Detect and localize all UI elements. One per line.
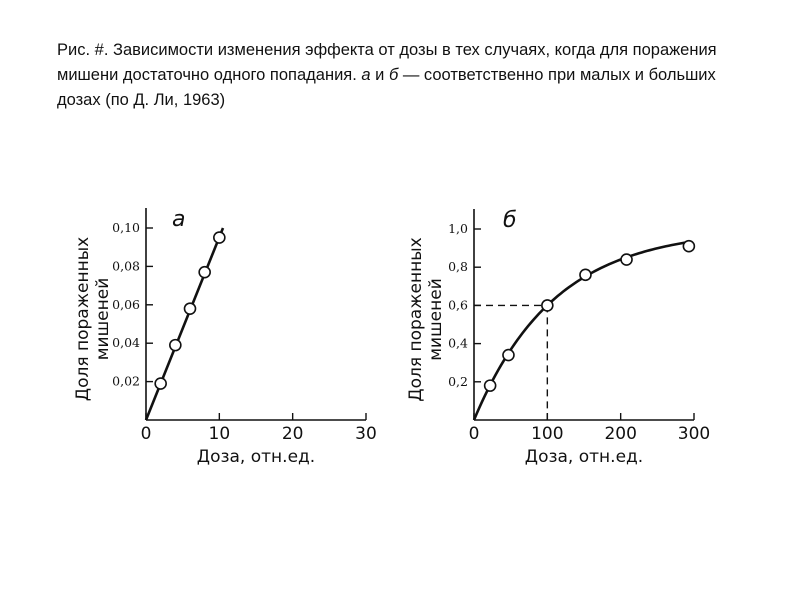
y-tick-label: 0,4 (448, 335, 468, 351)
x-tick-label: 30 (355, 424, 377, 444)
x-tick-label: 300 (677, 424, 711, 444)
chart-panel-b (406, 208, 710, 467)
caption-text: Рис. #. Зависимости изменения эффекта от дозы в тех случаях, когда для поражения мишени достаточно одного попадания. (57, 41, 717, 84)
x-axis-title: Доза, отн.ед. (524, 447, 644, 467)
y-axis-title-line2: мишеней (93, 277, 113, 361)
x-tick-label: 10 (208, 424, 231, 444)
dose-effect-curve (146, 228, 223, 420)
x-tick-label: 200 (604, 424, 637, 444)
data-point (580, 269, 591, 280)
y-tick-label: 0,8 (448, 259, 468, 275)
caption-letter-a: а (361, 66, 371, 84)
y-axis-title-line1: Доля пораженных (406, 237, 426, 402)
x-axis-title: Доза, отн.ед. (196, 447, 316, 467)
data-point (199, 267, 210, 278)
data-point (683, 241, 694, 252)
y-tick-label: 0,6 (448, 297, 468, 313)
y-axis-title-line1: Доля пораженных (73, 236, 93, 402)
caption-and: и (370, 66, 389, 84)
y-tick-label: 0,06 (112, 296, 140, 312)
data-point (503, 350, 514, 361)
data-point (621, 254, 632, 265)
y-tick-label: 0,02 (112, 373, 140, 389)
y-tick-label: 0,04 (112, 335, 140, 351)
y-tick-label: 1,0 (448, 221, 468, 236)
data-point (214, 232, 225, 243)
x-tick-label: 20 (281, 424, 304, 444)
data-point (542, 300, 553, 311)
y-axis-title-line2: мишеней (426, 278, 446, 361)
y-tick-label: 0,08 (112, 258, 140, 274)
chart-panel-a (73, 207, 377, 467)
panel-letter: б (503, 208, 517, 233)
y-tick-label: 0,2 (448, 373, 468, 389)
dose-effect-curve (474, 242, 690, 420)
y-tick-label: 0,10 (112, 220, 140, 235)
x-tick-label: 0 (468, 424, 480, 444)
panel-letter: а (172, 207, 186, 232)
x-tick-label: 0 (140, 424, 152, 444)
data-point (155, 378, 166, 389)
data-point (170, 340, 181, 351)
data-point (185, 303, 196, 314)
data-point (485, 380, 496, 391)
x-tick-label: 100 (531, 424, 564, 444)
caption-letter-b: б (388, 66, 399, 84)
caption-text-end: — соответственно при малых и больших дозах (по Д. Ли, 1963) (57, 66, 716, 109)
